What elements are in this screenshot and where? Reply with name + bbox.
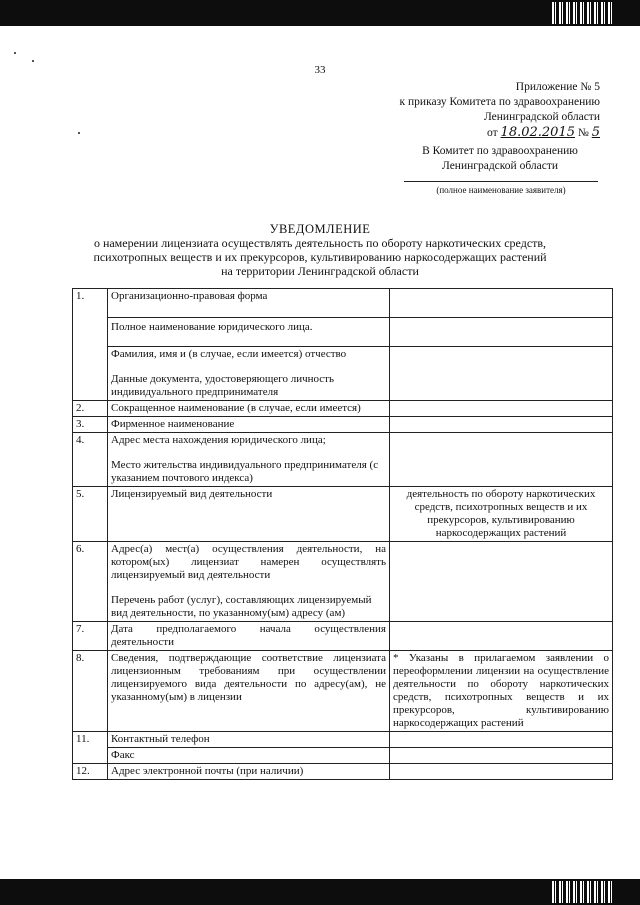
field-label: Лицензируемый вид деятельности: [108, 487, 390, 542]
field-label: Факс: [108, 748, 390, 764]
date-prefix: от: [487, 127, 498, 139]
table-row: [73, 542, 613, 622]
field-value: [390, 318, 613, 347]
document-heading: [0, 222, 640, 278]
field-value: [390, 732, 613, 748]
handwritten-number: 5: [591, 125, 600, 140]
field-label: Перечень работ (услуг), составляющих лицензируемый вид деятельности, по указанному(ым) адресу (ам): [111, 594, 372, 619]
field-label-group: [108, 347, 390, 401]
table-row: [73, 622, 613, 651]
field-label: Дата предполагаемого начала осуществления деятельности: [108, 622, 390, 651]
notification-form-table: [72, 288, 613, 780]
field-label: Организационно-правовая форма: [108, 289, 390, 318]
barcode-bottom: [552, 881, 612, 903]
row-number: 6.: [73, 542, 108, 622]
field-label: Контактный телефон: [108, 732, 390, 748]
applicant-caption: (полное наименование заявителя): [436, 185, 566, 195]
number-prefix: №: [577, 127, 589, 139]
table-row: [73, 289, 613, 318]
field-label: Сокращенное наименование (в случае, если имеется): [108, 401, 390, 417]
appendix-line: Ленинградской области: [483, 111, 600, 123]
field-label: Адрес(а) мест(а) осуществления деятельности, на котором(ых) лицензиат намерен осуществлять лицензируемый вид деятельности: [111, 543, 386, 581]
field-label-group: [108, 542, 390, 622]
appendix-header: [400, 80, 600, 141]
field-value: [390, 622, 613, 651]
table-row: [73, 417, 613, 433]
row-number: 5.: [73, 487, 108, 542]
field-value: деятельность по обороту наркотических средств, психотропных веществ и их прекурсоров, культивированию наркосодержащих растений: [390, 487, 613, 542]
field-label: Место жительства индивидуального предпринимателя (с указанием почтового индекса): [111, 459, 379, 484]
field-value: [390, 748, 613, 764]
table-row: [73, 732, 613, 748]
row-number: 3.: [73, 417, 108, 433]
scan-border-bottom: [0, 879, 640, 905]
table-row: [73, 318, 613, 347]
field-label: Адрес электронной почты (при наличии): [108, 764, 390, 780]
appendix-line: к приказу Комитета по здравоохранению: [399, 96, 600, 108]
table-row: [73, 401, 613, 417]
heading-line: на территории Ленинградской области: [221, 264, 419, 278]
field-value: [390, 764, 613, 780]
barcode-top: [552, 2, 612, 24]
table-row: [73, 748, 613, 764]
field-value: [390, 417, 613, 433]
field-label: Фирменное наименование: [108, 417, 390, 433]
scan-speck: [14, 52, 16, 54]
document-title: УВЕДОМЛЕНИЕ: [269, 222, 371, 236]
addressee-block: [400, 144, 600, 174]
table-row: [73, 433, 613, 487]
page-number: 33: [314, 64, 326, 76]
row-number: 8.: [73, 651, 108, 732]
field-label: Фамилия, имя и (в случае, если имеется) отчество: [111, 348, 347, 360]
field-label: Данные документа, удостоверяющего личность индивидуального предпринимателя: [111, 373, 335, 398]
addressee-line: Ленинградской области: [441, 160, 559, 172]
scan-speck: [32, 60, 34, 62]
addressee-line: В Комитет по здравоохранению: [422, 145, 578, 157]
row-number: 2.: [73, 401, 108, 417]
handwritten-date: 18.02.2015: [500, 125, 575, 140]
field-label: Сведения, подтверждающие соответствие лицензиата лицензионным требованиям при осуществлении лицензируемого вида деятельности по адресу(ам), не указанному(ым) в лицензии: [108, 651, 390, 732]
order-date-line: [487, 125, 600, 141]
field-value: [390, 347, 613, 401]
field-label: Полное наименование юридического лица.: [108, 318, 390, 347]
field-label-group: [108, 433, 390, 487]
field-value: * Указаны в прилагаемом заявлении о переоформлении лицензии на осуществление деятельности по обороту наркотических средств, психотропных веществ и их прекурсоров, культивированию наркосодержащих растений: [390, 651, 613, 732]
row-number: 4.: [73, 433, 108, 487]
field-value: [390, 401, 613, 417]
field-value: [390, 289, 613, 318]
applicant-name-line: [404, 181, 598, 182]
table-row: [73, 764, 613, 780]
row-number: 12.: [73, 764, 108, 780]
appendix-line: Приложение № 5: [515, 81, 600, 93]
field-label: Адрес места нахождения юридического лица;: [111, 434, 326, 446]
field-value: [390, 542, 613, 622]
heading-line: психотропных веществ и их прекурсоров, культивированию наркосодержащих растений: [93, 250, 547, 264]
row-number: 7.: [73, 622, 108, 651]
table-row: [73, 347, 613, 401]
scan-speck: [78, 132, 80, 134]
table-row: [73, 487, 613, 542]
row-number: 11.: [73, 732, 108, 764]
row-number: 1.: [73, 289, 108, 401]
scan-border-top: [0, 0, 640, 26]
field-value: [390, 433, 613, 487]
table-row: [73, 651, 613, 732]
heading-line: о намерении лицензиата осуществлять деятельность по обороту наркотических средств,: [93, 236, 547, 250]
